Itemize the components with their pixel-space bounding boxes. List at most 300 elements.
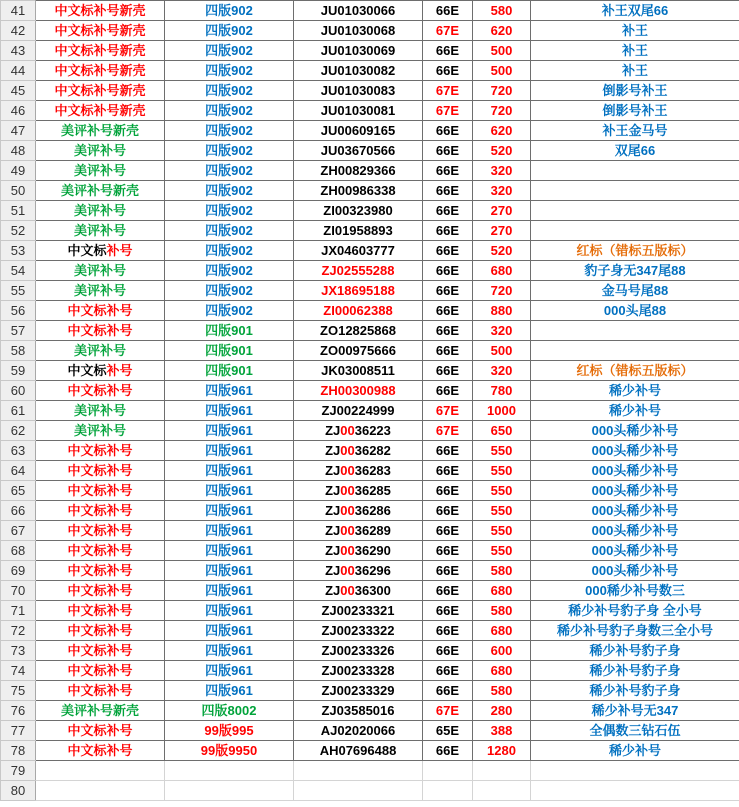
price-cell[interactable] [473,121,531,141]
label-type-cell[interactable] [36,621,165,641]
note-cell[interactable] [531,61,739,81]
grade-cell[interactable] [423,741,473,761]
note-cell[interactable] [531,81,739,101]
note-cell[interactable] [531,541,739,561]
serial-number-cell[interactable] [294,401,423,421]
serial-number-cell[interactable] [294,421,423,441]
price-cell[interactable] [473,681,531,701]
grade-cell[interactable] [423,221,473,241]
edition-cell[interactable] [165,301,294,321]
serial-number-cell[interactable] [294,101,423,121]
empty-cell[interactable] [294,781,423,801]
note-cell[interactable] [531,241,739,261]
row-header[interactable]: 55 [1,281,36,301]
serial-number-cell[interactable] [294,701,423,721]
label-type-cell[interactable] [36,401,165,421]
empty-cell[interactable] [531,781,739,801]
table-row [1,561,739,581]
grade-cell[interactable] [423,421,473,441]
label-type-cell[interactable] [36,241,165,261]
empty-cell[interactable] [423,781,473,801]
grade-cell[interactable] [423,61,473,81]
serial-number-cell[interactable] [294,541,423,561]
label-type-cell[interactable] [36,321,165,341]
note-cell-text: 000头稀少补号 [591,522,679,538]
edition-cell[interactable] [165,701,294,721]
empty-cell[interactable] [423,761,473,781]
price-cell[interactable] [473,421,531,441]
row-header[interactable]: 56 [1,301,36,321]
price-cell[interactable] [473,641,531,661]
serial-number-cell[interactable] [294,321,423,341]
price-cell-text: 520 [490,142,513,158]
note-cell[interactable] [531,661,739,681]
grade-cell[interactable] [423,141,473,161]
serial-number-cell[interactable] [294,141,423,161]
label-type-cell[interactable] [36,681,165,701]
note-cell[interactable] [531,601,739,621]
price-cell[interactable] [473,521,531,541]
empty-cell[interactable] [473,781,531,801]
edition-cell[interactable] [165,241,294,261]
note-cell[interactable] [531,141,739,161]
serial-number-cell[interactable] [294,61,423,81]
price-cell[interactable] [473,241,531,261]
edition-cell[interactable] [165,61,294,81]
edition-cell[interactable] [165,1,294,21]
price-cell[interactable] [473,281,531,301]
edition-cell[interactable] [165,221,294,241]
row-header[interactable]: 72 [1,621,36,641]
grade-cell[interactable] [423,281,473,301]
price-cell[interactable] [473,461,531,481]
price-cell[interactable] [473,501,531,521]
price-cell[interactable] [473,661,531,681]
edition-cell[interactable] [165,381,294,401]
grade-cell[interactable] [423,501,473,521]
row-header[interactable]: 57 [1,321,36,341]
serial-number-cell[interactable] [294,21,423,41]
table-row [1,201,739,221]
label-type-cell[interactable] [36,701,165,721]
row-header[interactable]: 61 [1,401,36,421]
edition-cell[interactable] [165,521,294,541]
row-header[interactable]: 66 [1,501,36,521]
grade-cell[interactable] [423,581,473,601]
edition-cell[interactable] [165,741,294,761]
row-header[interactable]: 70 [1,581,36,601]
price-cell[interactable] [473,381,531,401]
label-type-cell[interactable] [36,341,165,361]
serial-number-cell[interactable] [294,661,423,681]
note-cell[interactable] [531,161,739,181]
edition-cell[interactable] [165,281,294,301]
label-type-cell[interactable] [36,101,165,121]
price-cell[interactable] [473,81,531,101]
row-header[interactable]: 48 [1,141,36,161]
edition-cell[interactable] [165,561,294,581]
grade-cell[interactable] [423,361,473,381]
row-header[interactable]: 59 [1,361,36,381]
price-cell[interactable] [473,361,531,381]
row-header[interactable]: 50 [1,181,36,201]
serial-number-cell[interactable] [294,41,423,61]
row-header[interactable]: 58 [1,341,36,361]
grade-cell[interactable] [423,621,473,641]
label-type-cell[interactable] [36,21,165,41]
note-cell[interactable] [531,561,739,581]
note-cell[interactable] [531,201,739,221]
label-type-cell[interactable] [36,501,165,521]
serial-number-cell[interactable] [294,561,423,581]
serial-number-cell[interactable] [294,1,423,21]
label-type-cell[interactable] [36,61,165,81]
row-header[interactable]: 64 [1,461,36,481]
label-type-cell[interactable] [36,81,165,101]
edition-cell[interactable] [165,81,294,101]
price-cell[interactable] [473,701,531,721]
grade-cell[interactable] [423,381,473,401]
label-type-cell[interactable] [36,421,165,441]
note-cell-text: 稀少补号 [608,742,661,758]
serial-number-cell[interactable] [294,681,423,701]
note-cell[interactable] [531,441,739,461]
grade-cell[interactable] [423,161,473,181]
empty-cell[interactable] [531,761,739,781]
note-cell[interactable] [531,41,739,61]
edition-cell[interactable] [165,421,294,441]
edition-cell[interactable] [165,161,294,181]
row-header[interactable]: 51 [1,201,36,221]
grade-cell[interactable] [423,461,473,481]
grade-cell[interactable] [423,241,473,261]
empty-cell[interactable] [165,761,294,781]
serial-number-cell[interactable] [294,201,423,221]
note-cell[interactable] [531,621,739,641]
price-cell[interactable] [473,101,531,121]
row-header[interactable]: 41 [1,1,36,21]
serial-number-cell[interactable] [294,521,423,541]
serial-number-cell[interactable] [294,241,423,261]
price-cell[interactable] [473,741,531,761]
empty-cell[interactable] [36,761,165,781]
serial-number-cell[interactable] [294,261,423,281]
price-cell[interactable] [473,181,531,201]
edition-cell[interactable] [165,661,294,681]
label-type-cell[interactable] [36,461,165,481]
grade-cell[interactable] [423,261,473,281]
grade-cell[interactable] [423,721,473,741]
label-type-cell[interactable] [36,541,165,561]
row-header[interactable]: 54 [1,261,36,281]
row-header[interactable]: 53 [1,241,36,261]
label-type-cell[interactable] [36,521,165,541]
price-cell[interactable] [473,481,531,501]
note-cell[interactable] [531,421,739,441]
edition-cell[interactable] [165,601,294,621]
price-cell[interactable] [473,141,531,161]
serial-number-cell[interactable] [294,121,423,141]
label-type-cell[interactable] [36,581,165,601]
note-cell[interactable] [531,101,739,121]
label-type-cell[interactable] [36,361,165,381]
serial-number-cell[interactable] [294,281,423,301]
price-cell[interactable] [473,721,531,741]
label-type-cell[interactable] [36,121,165,141]
edition-cell[interactable] [165,681,294,701]
price-cell[interactable] [473,21,531,41]
label-type-cell[interactable] [36,721,165,741]
row-header[interactable]: 68 [1,541,36,561]
row-header[interactable]: 67 [1,521,36,541]
serial-number-cell[interactable] [294,341,423,361]
grade-cell[interactable] [423,541,473,561]
note-cell[interactable] [531,481,739,501]
note-cell[interactable] [531,401,739,421]
price-cell[interactable] [473,581,531,601]
grade-cell[interactable] [423,101,473,121]
label-type-cell[interactable] [36,161,165,181]
label-type-cell[interactable] [36,741,165,761]
price-cell[interactable] [473,261,531,281]
price-cell-text: 720 [490,82,513,98]
price-cell[interactable] [473,221,531,241]
edition-cell[interactable] [165,361,294,381]
row-header[interactable]: 75 [1,681,36,701]
price-cell[interactable] [473,201,531,221]
note-cell[interactable] [531,341,739,361]
grade-cell[interactable] [423,641,473,661]
serial-number-cell[interactable] [294,301,423,321]
price-cell[interactable] [473,161,531,181]
grade-cell[interactable] [423,401,473,421]
row-header[interactable]: 80 [1,781,36,801]
empty-cell[interactable] [294,761,423,781]
serial-number-cell[interactable] [294,721,423,741]
serial-number-cell[interactable] [294,221,423,241]
edition-cell[interactable] [165,181,294,201]
label-type-cell[interactable] [36,281,165,301]
row-header[interactable]: 62 [1,421,36,441]
edition-cell[interactable] [165,401,294,421]
edition-cell[interactable] [165,581,294,601]
grade-cell[interactable] [423,21,473,41]
grade-cell[interactable] [423,661,473,681]
note-cell[interactable] [531,741,739,761]
serial-number-cell-text: 36300 [354,582,391,598]
note-cell[interactable] [531,121,739,141]
serial-number-cell-text: 00 [340,562,355,578]
serial-number-cell[interactable] [294,741,423,761]
label-type-cell[interactable] [36,141,165,161]
edition-cell[interactable] [165,141,294,161]
row-header[interactable]: 46 [1,101,36,121]
note-cell[interactable] [531,381,739,401]
label-type-cell[interactable] [36,381,165,401]
edition-cell[interactable] [165,481,294,501]
note-cell[interactable] [531,261,739,281]
price-cell[interactable] [473,441,531,461]
price-cell[interactable] [473,321,531,341]
row-header[interactable]: 60 [1,381,36,401]
row-header[interactable]: 43 [1,41,36,61]
label-type-cell[interactable] [36,201,165,221]
note-cell[interactable] [531,501,739,521]
empty-cell[interactable] [473,761,531,781]
note-cell[interactable] [531,641,739,661]
edition-cell[interactable] [165,341,294,361]
serial-number-cell[interactable] [294,641,423,661]
serial-number-cell[interactable] [294,581,423,601]
grade-cell[interactable] [423,201,473,221]
grade-cell[interactable] [423,601,473,621]
row-header[interactable]: 65 [1,481,36,501]
row-header[interactable]: 42 [1,21,36,41]
grade-cell[interactable] [423,41,473,61]
row-header[interactable]: 73 [1,641,36,661]
note-cell[interactable] [531,581,739,601]
grade-cell[interactable] [423,561,473,581]
label-type-cell[interactable] [36,441,165,461]
edition-cell[interactable] [165,121,294,141]
edition-cell[interactable] [165,541,294,561]
serial-number-cell-text: ZJ [325,562,341,578]
note-cell[interactable] [531,281,739,301]
empty-cell[interactable] [165,781,294,801]
note-cell[interactable] [531,301,739,321]
table-row [1,21,739,41]
note-cell[interactable] [531,21,739,41]
edition-cell[interactable] [165,441,294,461]
serial-number-cell[interactable] [294,81,423,101]
row-header[interactable]: 78 [1,741,36,761]
row-header[interactable]: 71 [1,601,36,621]
grade-cell[interactable] [423,341,473,361]
edition-cell-text: 四版902 [205,262,253,278]
serial-number-cell[interactable] [294,161,423,181]
label-type-cell-text: 中文标补号新壳 [54,102,146,118]
grade-cell[interactable] [423,321,473,341]
edition-cell[interactable] [165,461,294,481]
grade-cell[interactable] [423,121,473,141]
grade-cell[interactable] [423,441,473,461]
label-type-cell[interactable] [36,221,165,241]
label-type-cell[interactable] [36,561,165,581]
note-cell[interactable] [531,321,739,341]
edition-cell[interactable] [165,721,294,741]
row-header[interactable]: 69 [1,561,36,581]
label-type-cell-text: 美评补号 [73,342,126,358]
grade-cell[interactable] [423,521,473,541]
serial-number-cell[interactable] [294,181,423,201]
row-header[interactable]: 47 [1,121,36,141]
serial-number-cell[interactable] [294,621,423,641]
edition-cell[interactable] [165,641,294,661]
label-type-cell[interactable] [36,1,165,21]
price-cell[interactable] [473,401,531,421]
row-header[interactable]: 76 [1,701,36,721]
note-cell[interactable] [531,701,739,721]
note-cell[interactable] [531,181,739,201]
serial-number-cell[interactable] [294,601,423,621]
label-type-cell[interactable] [36,641,165,661]
grade-cell[interactable] [423,681,473,701]
label-type-cell[interactable] [36,301,165,321]
row-header[interactable]: 63 [1,441,36,461]
edition-cell-text: 四版961 [205,442,253,458]
serial-number-cell[interactable] [294,461,423,481]
serial-number-cell-text: JU01030081 [320,102,396,118]
row-header[interactable]: 52 [1,221,36,241]
edition-cell[interactable] [165,501,294,521]
price-cell[interactable] [473,541,531,561]
row-header[interactable]: 44 [1,61,36,81]
price-cell[interactable] [473,61,531,81]
note-cell[interactable] [531,721,739,741]
edition-cell[interactable] [165,21,294,41]
grade-cell[interactable] [423,81,473,101]
grade-cell[interactable] [423,181,473,201]
grade-cell-text: 66E [435,742,460,758]
edition-cell[interactable] [165,41,294,61]
note-cell[interactable] [531,221,739,241]
edition-cell[interactable] [165,621,294,641]
label-type-cell[interactable] [36,41,165,61]
grade-cell-text: 66E [435,282,460,298]
table-row [1,541,739,561]
edition-cell-text: 四版902 [205,302,253,318]
label-type-cell[interactable] [36,601,165,621]
row-header[interactable]: 49 [1,161,36,181]
label-type-cell[interactable] [36,261,165,281]
grade-cell[interactable] [423,701,473,721]
grade-cell[interactable] [423,481,473,501]
serial-number-cell[interactable] [294,481,423,501]
price-cell[interactable] [473,341,531,361]
grade-cell[interactable] [423,1,473,21]
label-type-cell[interactable] [36,181,165,201]
note-cell[interactable] [531,361,739,381]
price-cell[interactable] [473,41,531,61]
label-type-cell[interactable] [36,661,165,681]
empty-cell[interactable] [36,781,165,801]
price-cell[interactable] [473,561,531,581]
serial-number-cell[interactable] [294,501,423,521]
serial-number-cell-text: ZH00986338 [320,182,396,198]
price-cell[interactable] [473,1,531,21]
serial-number-cell[interactable] [294,441,423,461]
note-cell[interactable] [531,461,739,481]
row-header[interactable]: 79 [1,761,36,781]
edition-cell[interactable] [165,261,294,281]
price-cell[interactable] [473,601,531,621]
note-cell[interactable] [531,1,739,21]
serial-number-cell[interactable] [294,381,423,401]
serial-number-cell[interactable] [294,361,423,381]
row-header[interactable]: 77 [1,721,36,741]
price-cell[interactable] [473,621,531,641]
edition-cell[interactable] [165,101,294,121]
price-cell[interactable] [473,301,531,321]
note-cell[interactable] [531,521,739,541]
edition-cell[interactable] [165,321,294,341]
note-cell[interactable] [531,681,739,701]
row-header[interactable]: 45 [1,81,36,101]
edition-cell[interactable] [165,201,294,221]
label-type-cell[interactable] [36,481,165,501]
grade-cell[interactable] [423,301,473,321]
row-header[interactable]: 74 [1,661,36,681]
